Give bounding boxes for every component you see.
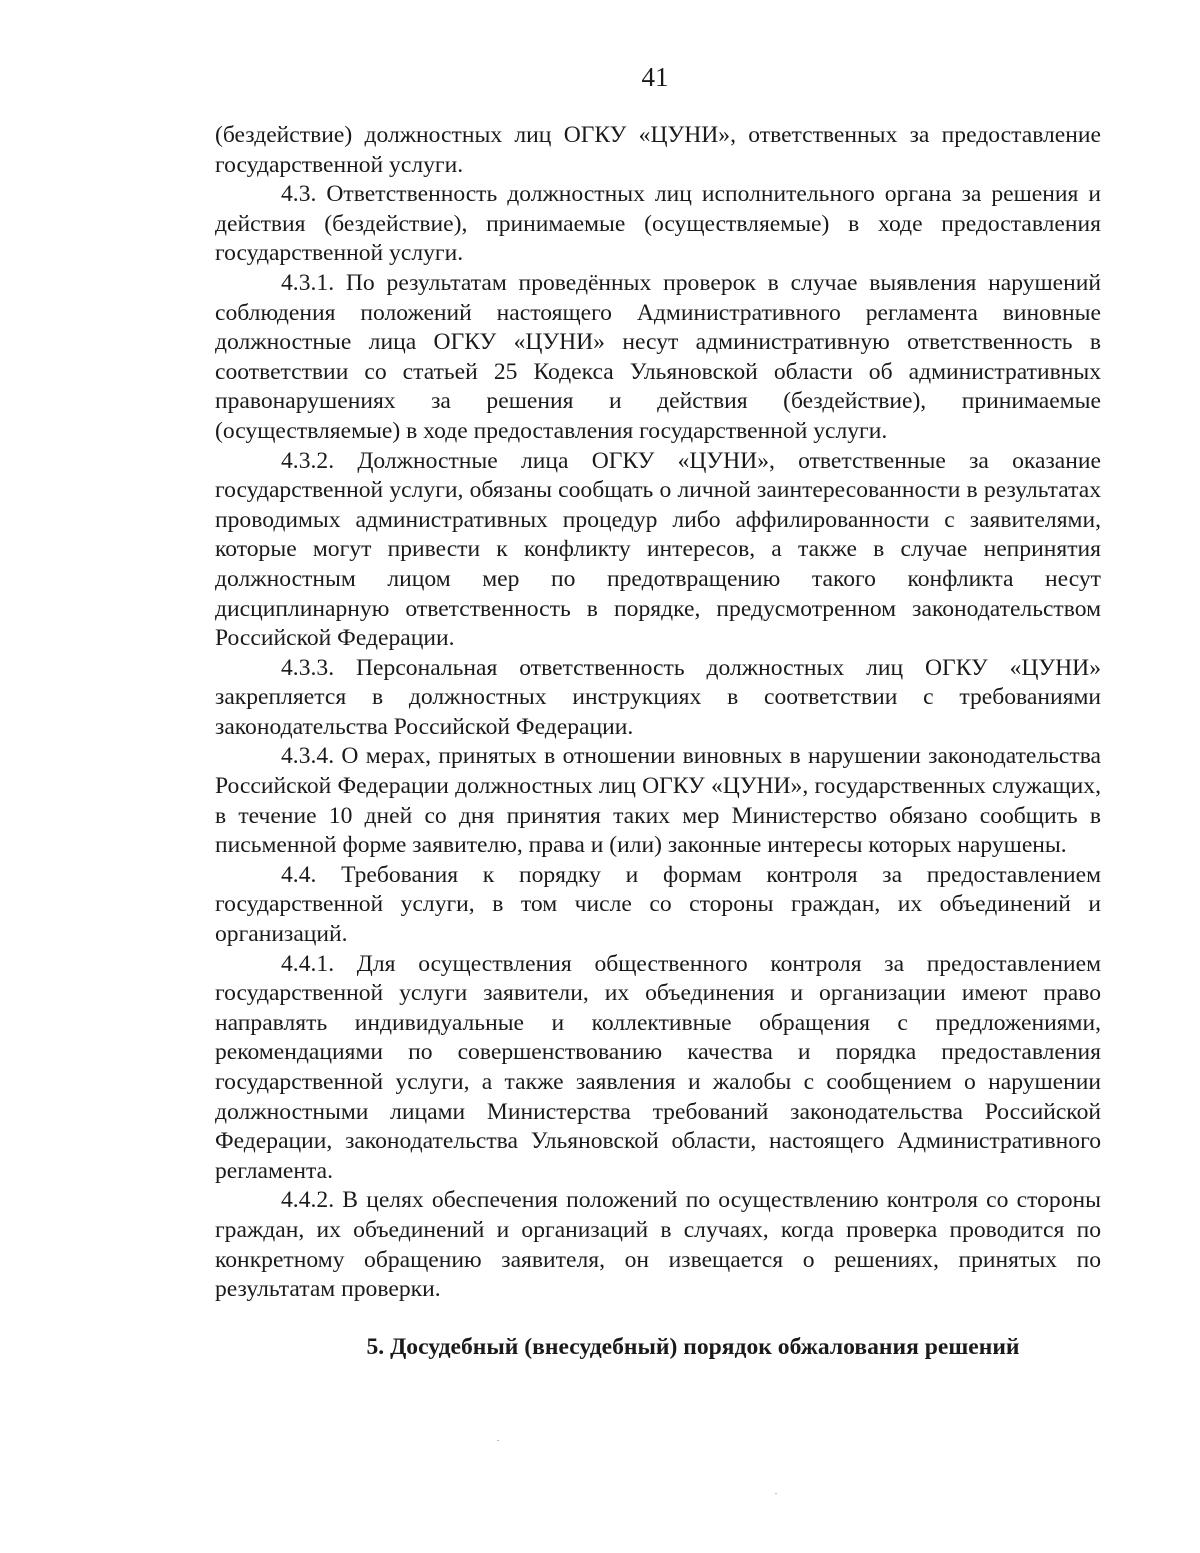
paragraph-4-3-2: 4.3.2. Должностные лица ОГКУ «ЦУНИ», ответственные за оказание государственной услуги, обязаны сообщать о личной заинтересованности в результатах проводимых административных процедур либо аффилированности с заявителями, которые могут привести к конфликту интересов, а также в случае непринятия должностным лицом мер по предотвращению такого конфликта несут дисциплинарную ответственность в порядке, предусмотренном законодательством Российской Федерации. — [215, 447, 1101, 652]
paragraph-4-3-1: 4.3.1. По результатам проведённых проверок в случае выявления нарушений соблюдения положений настоящего Административного регламента виновные должностные лица ОГКУ «ЦУНИ» несут административную ответственность в соответствии со статьей 25 Кодекса Ульяновской области об административных правонарушениях за решения и действия (бездействие), принимаемые (осуществляемые) в ходе предоставления государственной услуги. — [215, 269, 1101, 444]
scan-speck — [497, 1440, 499, 1441]
paragraph-4-4-1: 4.4.1. Для осуществления общественного контроля за предоставлением государственной услуги заявители, их объединения и организации имеют право направлять индивидуальные и коллективные обращения с предложениями, рекомендациями по совершенствованию качества и порядка предоставления государственной услуги, а также заявления и жалобы с сообщением о нарушении должностными лицами Министерства требований законодательства Российской Федерации, законодательства Ульяновской области, настоящего Административного регламента. — [215, 950, 1101, 1184]
paragraph-4-3-3: 4.3.3. Персональная ответственность должностных лиц ОГКУ «ЦУНИ» закрепляется в должностных инструкциях в соответствии с требованиями законодательства Российской Федерации. — [215, 654, 1101, 740]
section-heading: 5. Досудебный (внесудебный) порядок обжалования решений — [366, 1334, 1020, 1360]
document-body — [215, 121, 1101, 1305]
paragraph-continuation: (бездействие) должностных лиц ОГКУ «ЦУНИ», ответственных за предоставление государственной услуги. — [215, 122, 1101, 178]
paragraph-4-4: 4.4. Требования к порядку и формам контроля за предоставлением государственной услуги, в том числе со стороны граждан, их объединений и организаций. — [215, 861, 1101, 948]
page-number: 41 — [641, 62, 669, 92]
paragraph-4-3-4: 4.3.4. О мерах, принятых в отношении виновных в нарушении законодательства Российской Федерации должностных лиц ОГКУ «ЦУНИ», государственных служащих, в течение 10 дней со дня принятия таких мер Министерство обязано сообщить в письменной форме заявителю, права и (или) законные интересы которых нарушены. — [215, 743, 1101, 859]
paragraph-4-4-2: 4.4.2. В целях обеспечения положений по осуществлению контроля со стороны граждан, их объединений и организаций в случаях, когда проверка проводится по конкретному обращению заявителя, он извещается о решениях, принятых по результатам проверки. — [215, 1187, 1101, 1303]
scan-speck — [775, 1493, 777, 1494]
paragraph-4-3: 4.3. Ответственность должностных лиц исполнительного органа за решения и действия (бездействие), принимаемые (осуществляемые) в ходе предоставления государственной услуги. — [215, 181, 1101, 267]
